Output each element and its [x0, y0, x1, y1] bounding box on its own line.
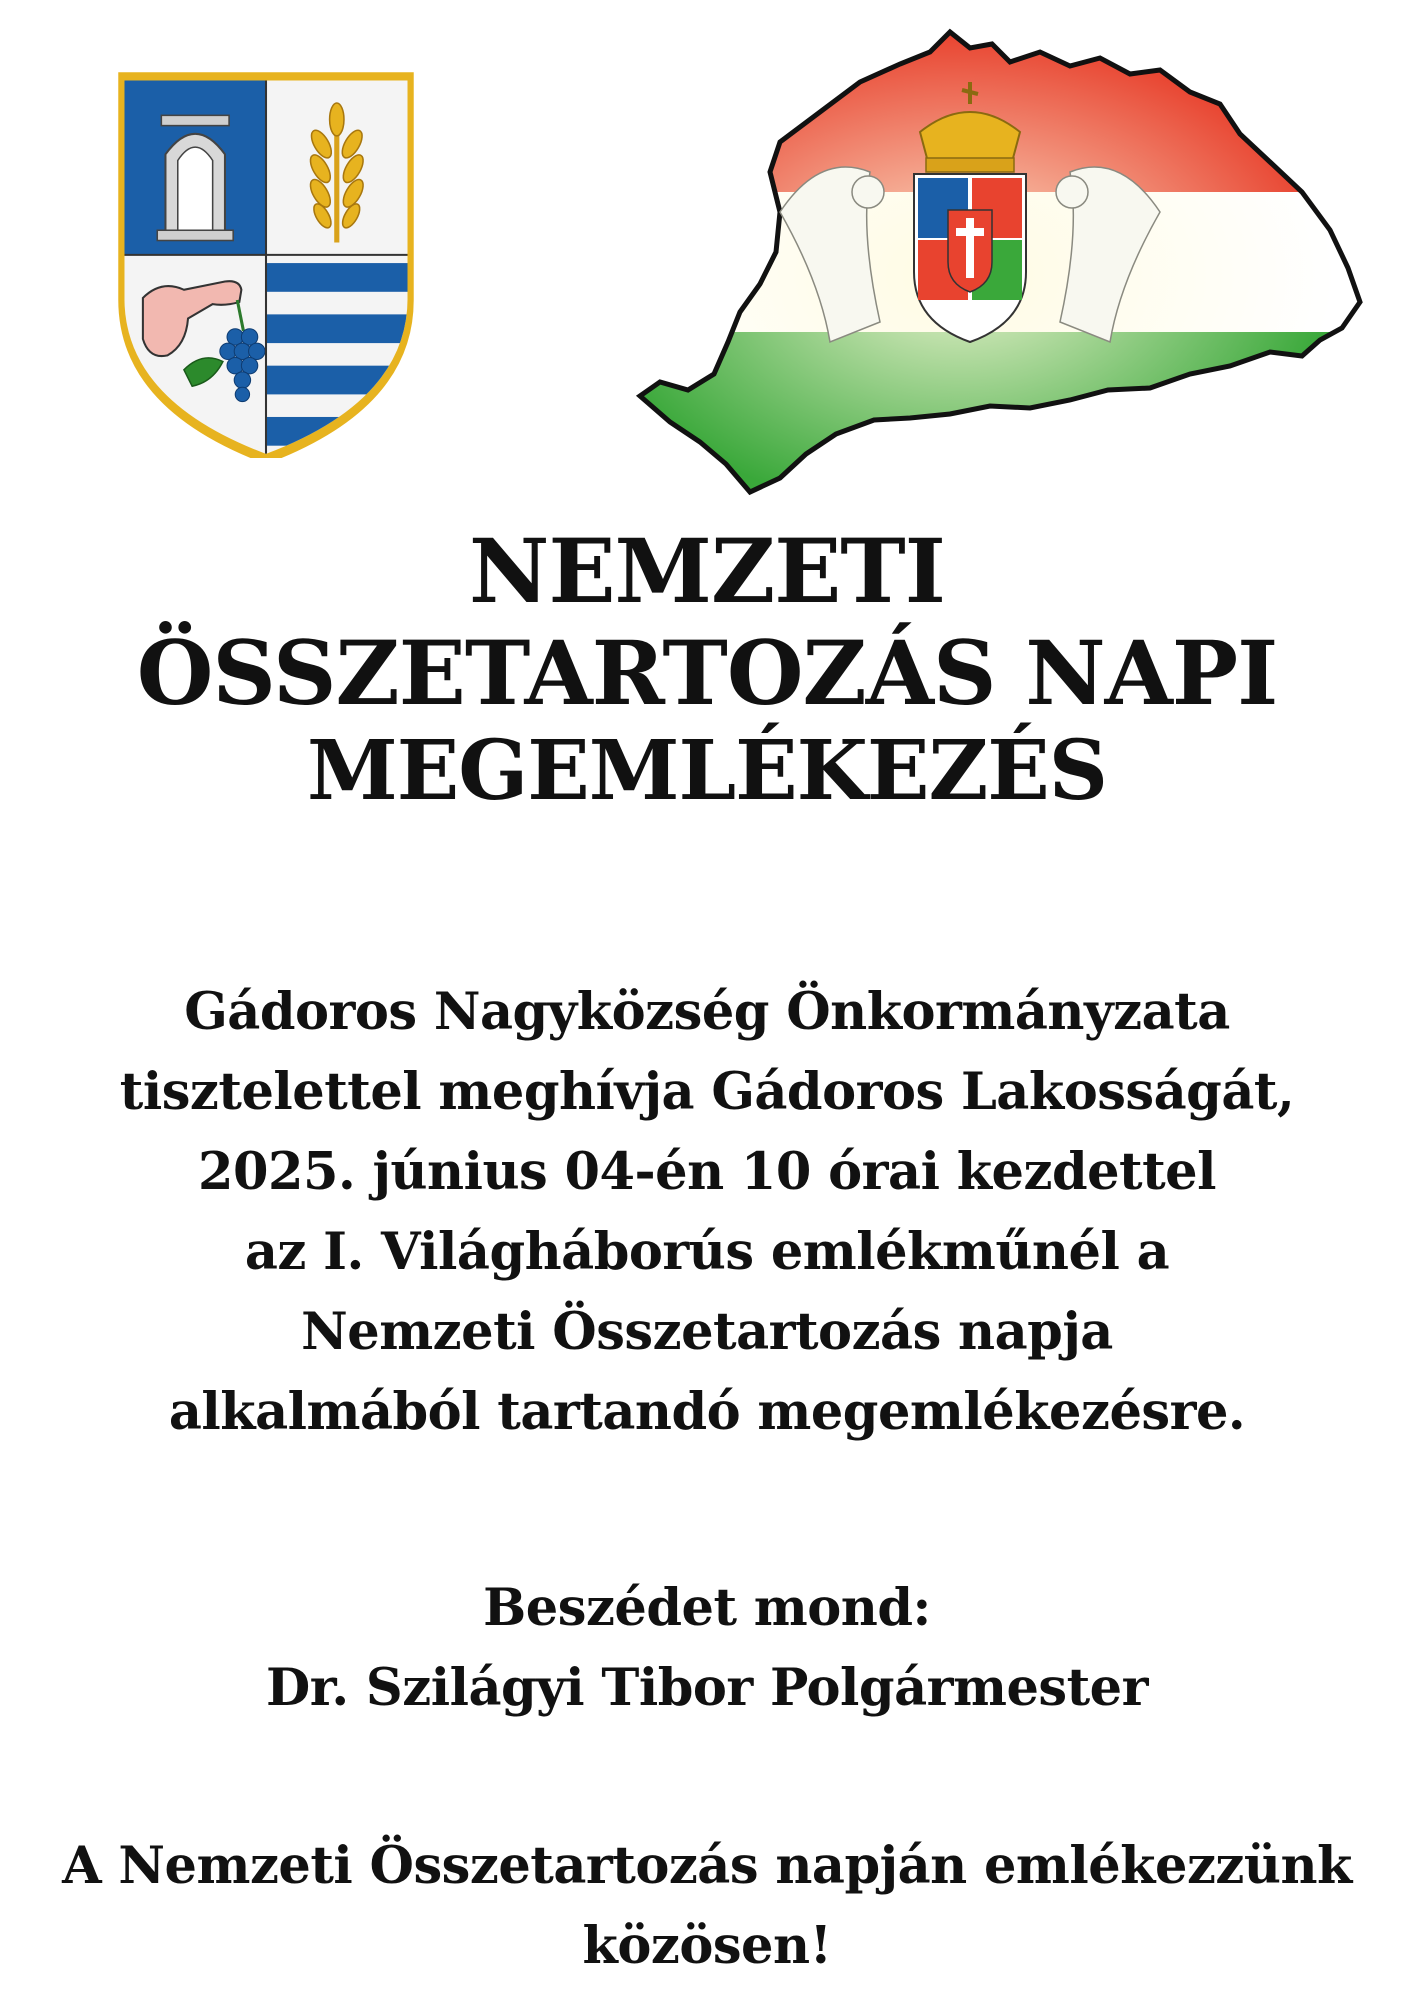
speaker-block [40, 1568, 1374, 1728]
closing-line-1: A Nemzeti Összetartozás napján emlékezzünk [62, 1836, 1352, 1896]
closing-text [30, 1826, 1384, 1986]
title-line-1: NEMZETI [469, 519, 945, 623]
title-line-2: ÖSSZETARTOZÁS NAPI [136, 621, 1278, 726]
speaker-label: Beszédet mond: [483, 1578, 931, 1638]
closing-line-2: közösen! [582, 1916, 832, 1976]
invitation-line: Gádoros Nagyközség Önkormányzata [184, 982, 1230, 1042]
invitation-line: alkalmából tartandó megemlékezésre. [168, 1382, 1246, 1442]
invitation-line: az I. Világháborús emlékműnél a [244, 1222, 1170, 1282]
title-line-3: MEGEMLÉKEZÉS [306, 723, 1108, 820]
invitation-line: 2025. június 04-én 10 órai kezdettel [198, 1142, 1216, 1202]
invitation-text [40, 972, 1374, 1452]
greater-hungary-map-icon [630, 22, 1380, 510]
speaker-name: Dr. Szilágyi Tibor Polgármester [265, 1658, 1148, 1718]
invitation-line: Nemzeti Összetartozás napja [301, 1302, 1113, 1362]
page-title [0, 520, 1414, 819]
coat-of-arms-icon [112, 62, 420, 458]
invitation-line: tisztelettel meghívja Gádoros Lakosságát, [119, 1062, 1295, 1122]
